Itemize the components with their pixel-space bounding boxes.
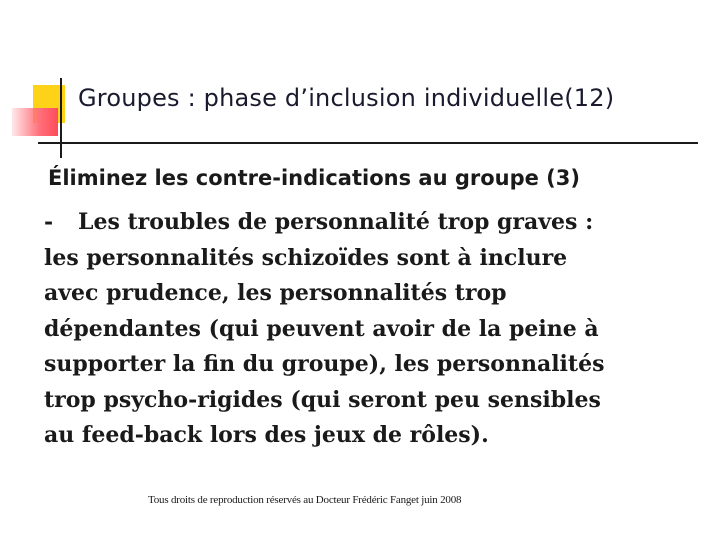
body-line-6: trop psycho-rigides (qui seront peu sensibles: [44, 386, 601, 413]
decorative-red-bar: [12, 108, 58, 136]
body-line-5: supporter la fin du groupe), les personnalités: [44, 351, 605, 377]
decorative-vertical-line: [60, 78, 62, 158]
body-line-1: [44, 205, 674, 241]
body-line-text: Les troubles de personnalité trop graves :: [78, 209, 594, 235]
body-line-3: avec prudence, les personnalités trop: [44, 280, 507, 306]
body-line-4: dépendantes (qui peuvent avoir de la peine à: [44, 315, 599, 342]
slide-subtitle: Éliminez les contre-indications au groupe (3): [48, 166, 580, 190]
copyright-footer: Tous droits de reproduction réservés au Docteur Frédéric Fanget juin 2008: [148, 494, 462, 506]
title-underline: [38, 142, 698, 144]
bullet-paragraph: [44, 205, 674, 454]
bullet-dash: -: [44, 209, 54, 235]
slide-title: Groupes : phase d’inclusion individuelle(12): [78, 84, 615, 112]
body-line-7: au feed-back lors des jeux de rôles).: [44, 422, 489, 448]
body-line-2: les personnalités schizoïdes sont à inclure: [44, 244, 568, 271]
